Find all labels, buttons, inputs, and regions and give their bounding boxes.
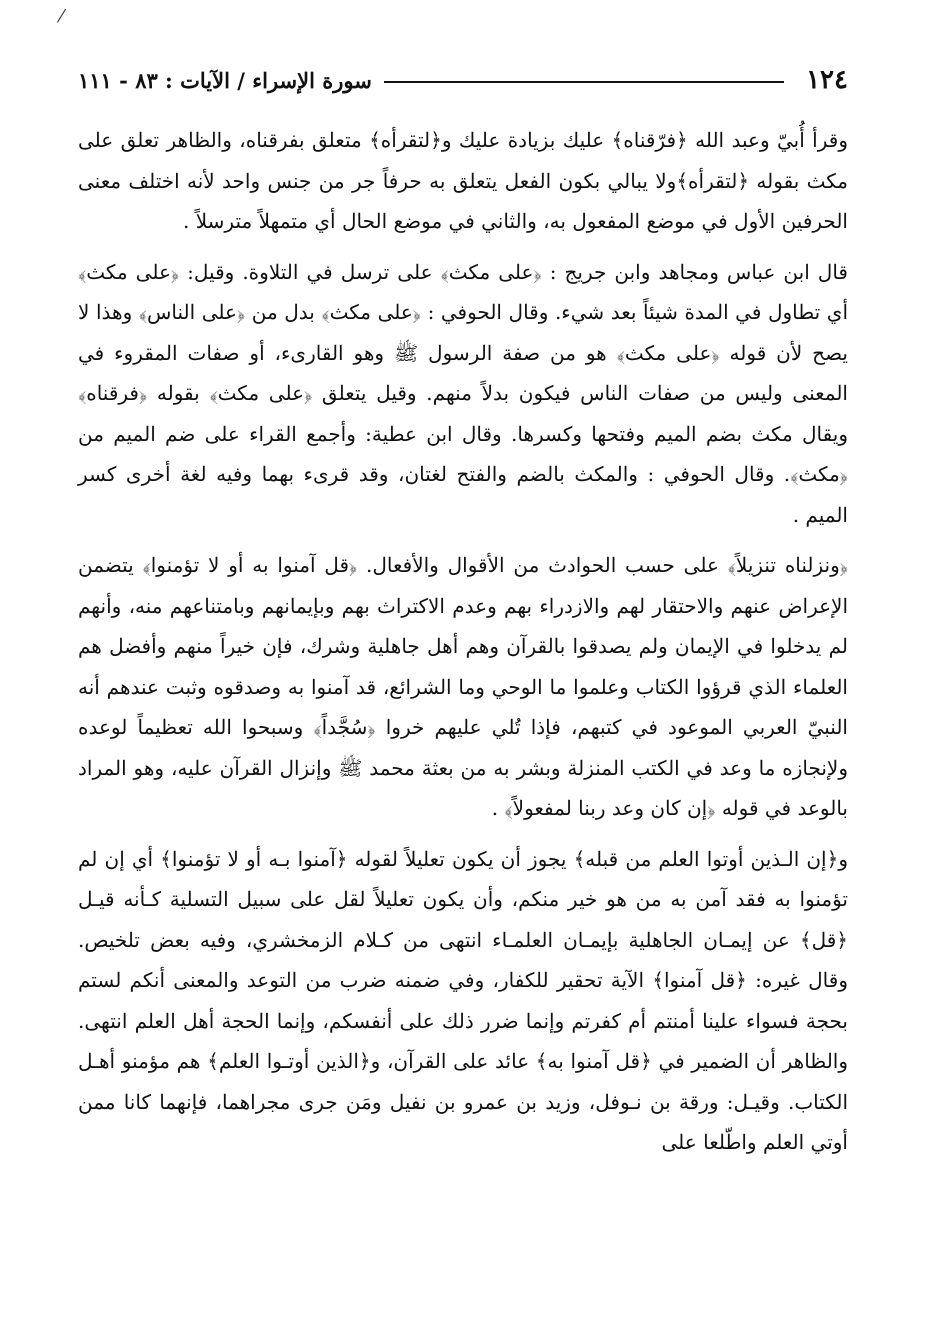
paragraph-1: وقرأ أُبيّ وعبد الله ﴿فرّقناه﴾ عليك بزيادة عليك و﴿لتقرأه﴾ متعلق بفرقناه، والظاهر تعلق على مكث بقوله ﴿لتقرأه﴾ولا يبالي بكون الفعل يتعلق به حرفاً جر من جنس واحد لأنه اختلف معنى الحرفين الأول في موضع المفعول به، والثاني في موضع الحال أي متمهلاً مترسلاً .: [78, 128, 848, 233]
body-text: [78, 120, 848, 1163]
page-number: ١٢٤: [806, 65, 848, 95]
running-title: سورة الإسراء / الآيات : ٨٣ - ١١١: [78, 67, 372, 93]
paragraph-2: قال ابن عباس ومجاهد وابن جريج : ﴿على مكث﴾ على ترسل في التلاوة. وقيل: ﴿على مكث﴾ أي تطاول في المدة شيئاً بعد شيء. وقال الحوفي : ﴿على مكث﴾ بدل من ﴿على الناس﴾ وهذا لا يصح لأن قوله ﴿على مكث﴾ هو من صفة الرسول ﷺ وهو القارىء، أو صفات المقروء في المعنى وليس من صفات الناس فيكون بدلاً منهم. وقيل يتعلق ﴿على مكث﴾ بقوله ﴿فرقناه﴾ ويقال مكث بضم الميم وفتحها وكسرها. وقال ابن عطية: وأجمع القراء على ضم الميم من ﴿مكث﴾. وقال الحوفي : والمكث بالضم والفتح لغتان، وقد قرىء بهما وفيه لغة أخرى كسر الميم .: [78, 259, 848, 527]
page-header: [78, 58, 848, 102]
document-page: [78, 58, 848, 1318]
margin-mark: ⁄: [60, 6, 64, 27]
paragraph-4: و﴿إن الـذين أوتوا العلم من قبله﴾ يجوز أن يكون تعليلاً لقوله ﴿آمنوا بـه أو لا تؤمنوا﴾ أي إن لم تؤمنوا به فقد آمن به من هو خير منكم، وأن يكون تعليلاً لقل على سبيل التسلية كـأنه قيـل ﴿قل﴾ عن إيمـان الجاهلية بإيمـان العلمـاء انتهى من كـلام الزمخشري، وفيه بعض تلخيص. وقال غيره: ﴿قل آمنوا﴾ الآية تحقير للكفار، وفي ضمنه ضرب من التوعد والمعنى أنكم لستم بحجة فسواء علينا أمنتم أم كفرتم وإنما ضرر ذلك على أنفسكم، وإنما الحجة أهل العلم انتهى. والظاهر أن الضمير في ﴿قل آمنوا به﴾ عائد على القرآن، و﴿الذين أوتـوا العلم﴾ هم مؤمنو أهـل الكتاب. وقيـل: ورقة بن نـوفل، وزيد بن عمرو بن نفيل ومَن جرى مجراهما، فإنهما كانا ممن أوتي العلم واطّلعا على: [78, 846, 848, 1154]
paragraph-3: ﴿ونزلناه تنزيلاً﴾ على حسب الحوادث من الأقوال والأفعال. ﴿قل آمنوا به أو لا تؤمنوا﴾ يتضمن الإعراض عنهم والاحتقار لهم والازدراء بهم وعدم الاكتراث بهم وبإيمانهم وبامتناعهم منه، وأنهم لم يدخلوا في الإيمان ولم يصدقوا بالقرآن وهم أهل جاهلية وشرك، فإن خيراً منهم وأفضل هم العلماء الذي قرؤوا الكتاب وعلموا ما الوحي وما الشرائع، قد آمنوا به وصدقوه وثبت عندهم أنه النبيّ العربي الموعود في كتبهم، فإذا تُلي عليهم خروا ﴿سُجَّداً﴾ وسبحوا الله تعظيماً لوعده ولإنجازه ما وعد في الكتب المنزلة وبشر به من بعثة محمد ﷺ وإنزال القرآن عليه، وهو المراد بالوعد في قوله ﴿إن كان وعد ربنا لمفعولاً﴾ .: [78, 553, 848, 820]
header-rule: [384, 81, 784, 83]
